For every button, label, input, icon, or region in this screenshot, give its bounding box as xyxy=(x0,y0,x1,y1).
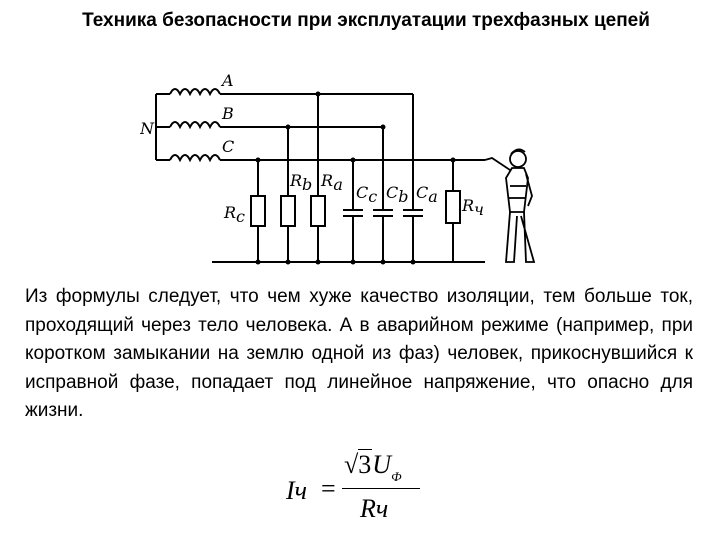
formula-numerator xyxy=(344,450,402,484)
phase-label-b: B xyxy=(222,104,234,123)
coil-phase-a xyxy=(170,89,220,94)
resistor-ra xyxy=(311,196,325,226)
three-phase-circuit-diagram xyxy=(140,66,560,272)
person-figure xyxy=(485,149,534,262)
resistor-label-rch: Rч xyxy=(462,196,484,219)
resistor-rc xyxy=(251,196,265,226)
coil-phase-b xyxy=(170,122,220,127)
formula-lhs: Iч xyxy=(286,476,308,505)
resistor-rb xyxy=(281,196,295,226)
neutral-label: N xyxy=(140,119,154,138)
explanation-paragraph: Из формулы следует, что чем хуже качество изоляции, тем больше ток, проходящий через тело человека. А в аварийном режиме (например, при коротком замыкании на землю одной из фаз) человек, прикоснувшийся к исправной фазе, попадает под линейное напряжение, что опасно для жизни. xyxy=(25,286,693,421)
formula-radicand: 3 xyxy=(358,450,372,479)
phase-label-a: A xyxy=(222,71,234,90)
current-formula xyxy=(286,450,446,530)
formula-voltage: U xyxy=(372,450,392,479)
fraction-line xyxy=(342,488,420,489)
formula-equals: = xyxy=(321,474,336,503)
phase-label-c: C xyxy=(222,137,235,156)
coil-phase-c xyxy=(170,155,220,160)
sqrt-symbol: √ xyxy=(344,450,359,479)
resistor-label-rb: Rb xyxy=(290,171,313,194)
capacitor-label-ca: Ca xyxy=(416,183,438,206)
formula-voltage-sub: Ф xyxy=(391,469,402,484)
slide-title: Техника безопасности при эксплуатации трехфазных цепей xyxy=(82,10,650,31)
capacitor-label-cb: Cb xyxy=(386,183,409,206)
resistor-label-rc: Rc xyxy=(224,203,246,226)
capacitor-label-cc: Cc xyxy=(356,183,378,206)
resistor-rch xyxy=(446,191,460,223)
formula-denominator: Rч xyxy=(360,494,389,523)
resistor-label-ra: Ra xyxy=(321,171,343,194)
